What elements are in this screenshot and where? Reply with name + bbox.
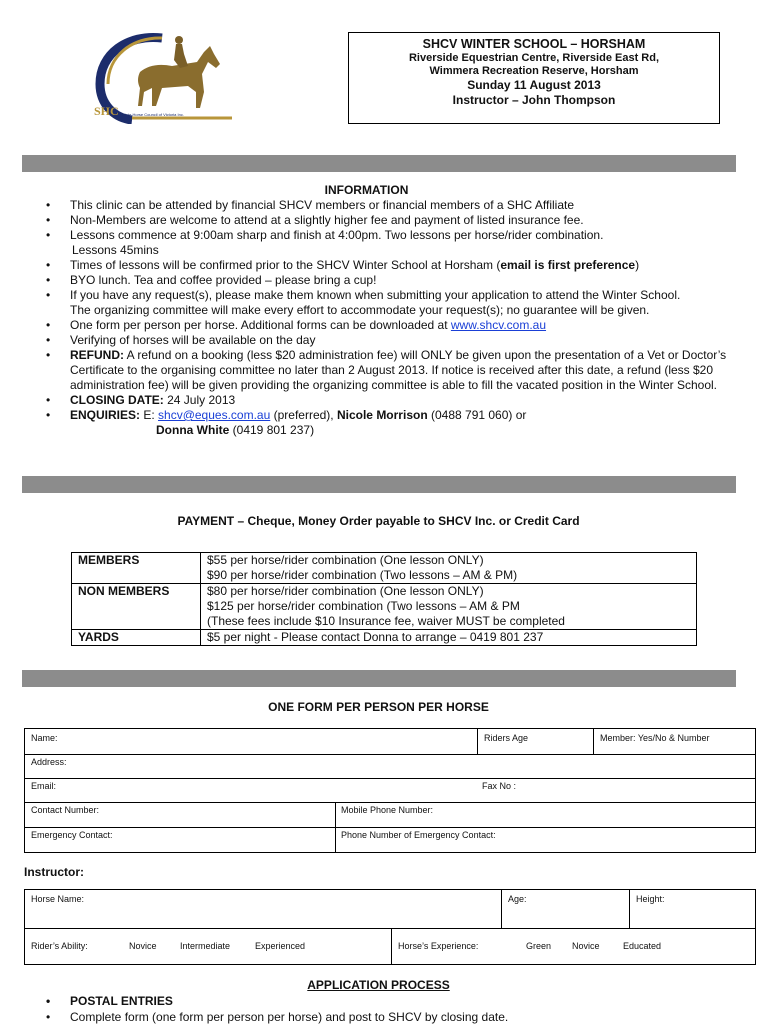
venue-line-2: Wimmera Recreation Reserve, Horsham (429, 65, 639, 77)
information-list (44, 198, 734, 438)
address-field[interactable]: Address: (31, 757, 67, 767)
member-field[interactable]: Member: Yes/No & Number (600, 733, 710, 743)
instructor-label: Instructor: (24, 865, 84, 879)
application-heading: APPLICATION PROCESS (307, 978, 450, 992)
venue-line-1: Riverside Equestrian Centre, Riverside East Rd, (408, 52, 660, 64)
emergency-contact-field[interactable]: Emergency Contact: (31, 830, 113, 840)
ability-intermediate-option[interactable]: Intermediate (180, 941, 231, 951)
list-item: • Lessons commence at 9:00am sharp and finish at 4:00pm. Two lessons per horse/rider combination. Lessons 45mins (44, 228, 734, 258)
list-item: • If you have any request(s), please make them known when submitting your application to attend the Winter School. The organizing committee will make every effort to accommodate your request(s); no guarantee will be given. (44, 288, 734, 318)
shcv-logo (92, 32, 237, 124)
ability-experienced-option[interactable]: Experienced (255, 941, 306, 951)
event-header (348, 32, 720, 124)
logo-emblem-text: SHC (94, 104, 119, 118)
list-item: • One form per person per horse. Additional forms can be downloaded at www.shcv.com.au (44, 318, 734, 333)
horse-name-field[interactable]: Horse Name: (31, 894, 85, 904)
divider-bar (22, 670, 736, 687)
ability-novice-option[interactable]: Novice (129, 941, 157, 951)
horse-age-field[interactable]: Age: (508, 894, 527, 904)
rider-ability-label: Rider’s Ability: (31, 941, 88, 951)
list-item: • This clinic can be attended by financial SHCV members or financial members of a SHC Affiliate (44, 198, 734, 213)
riders-age-field[interactable]: Riders Age (484, 733, 529, 743)
list-item: • Times of lessons will be confirmed prior to the SHCV Winter School at Horsham (email is first preference) (44, 258, 734, 273)
emergency-phone-field[interactable]: Phone Number of Emergency Contact: (341, 830, 496, 840)
application-list (44, 993, 744, 1025)
information-heading: INFORMATION (324, 183, 409, 197)
website-link[interactable]: www.shcv.com.au (450, 318, 547, 332)
table-row: NON MEMBERS $80 per horse/rider combination (One lesson ONLY) $125 per horse/rider combination (Two lessons – AM & PM (These fees include $10 Insurance fee, waiver MUST be completed (72, 584, 697, 630)
form-heading: ONE FORM PER PERSON PER HORSE (268, 700, 489, 714)
email-field[interactable]: Email: (31, 781, 57, 791)
list-item-refund: • REFUND: A refund on a booking (less $20 administration fee) will ONLY be given upon the presentation of a Vet or Doctor’s Certificate to the organising committee no later than 2 August 2013. If notice is received after this date, a refund (less $20 administration fee) will be given providing the organizing committee is able to fill the vacated position in the Winter School. (44, 348, 734, 393)
list-item: • POSTAL ENTRIES (44, 993, 744, 1009)
table-row: YARDS $5 per night - Please contact Donna to arrange – 0419 801 237 (72, 630, 697, 646)
experience-green-option[interactable]: Green (526, 941, 552, 951)
horse-height-field[interactable]: Height: (636, 894, 665, 904)
event-date: Sunday 11 August 2013 (467, 78, 601, 92)
fees-table (71, 552, 697, 646)
list-item-closing-date: • CLOSING DATE: 24 July 2013 (44, 393, 734, 408)
contact-number-field[interactable]: Contact Number: (31, 805, 100, 815)
list-item: • Complete form (one form per person per horse) and post to SHCV by closing date. (44, 1009, 744, 1025)
mobile-phone-field[interactable]: Mobile Phone Number: (341, 805, 434, 815)
name-field[interactable]: Name: (31, 733, 58, 743)
horse-experience-label: Horse’s Experience: (398, 941, 479, 951)
event-title: SHCV WINTER SCHOOL – HORSHAM (422, 37, 646, 51)
divider-bar (22, 476, 736, 493)
list-item: • BYO lunch. Tea and coffee provided – please bring a cup! (44, 273, 734, 288)
rider-details-form (24, 728, 756, 853)
divider-bar (22, 155, 736, 172)
table-row: MEMBERS $55 per horse/rider combination (One lesson ONLY) $90 per horse/rider combination (Two lessons – AM & PM) (72, 553, 697, 584)
list-item: • Verifying of horses will be available on the day (44, 333, 734, 348)
list-item: • Non-Members are welcome to attend at a slightly higher fee and payment of listed insurance fee. (44, 213, 734, 228)
fax-field[interactable]: Fax No : (482, 781, 517, 791)
horse-details-form (24, 889, 756, 965)
email-link[interactable]: shcv@eques.com.au (158, 408, 271, 422)
experience-novice-option[interactable]: Novice (572, 941, 600, 951)
payment-heading: PAYMENT – Cheque, Money Order payable to SHCV Inc. or Credit Card (177, 514, 580, 528)
list-item-enquiries: • ENQUIRIES: E: shcv@eques.com.au (preferred), Nicole Morrison (0488 791 060) or Donna White (0419 801 237) (44, 408, 734, 438)
experience-educated-option[interactable]: Educated (623, 941, 662, 951)
event-instructor: Instructor – John Thompson (452, 93, 616, 107)
logo-ring-text: State Horse Council of Victoria Inc. (122, 112, 184, 117)
